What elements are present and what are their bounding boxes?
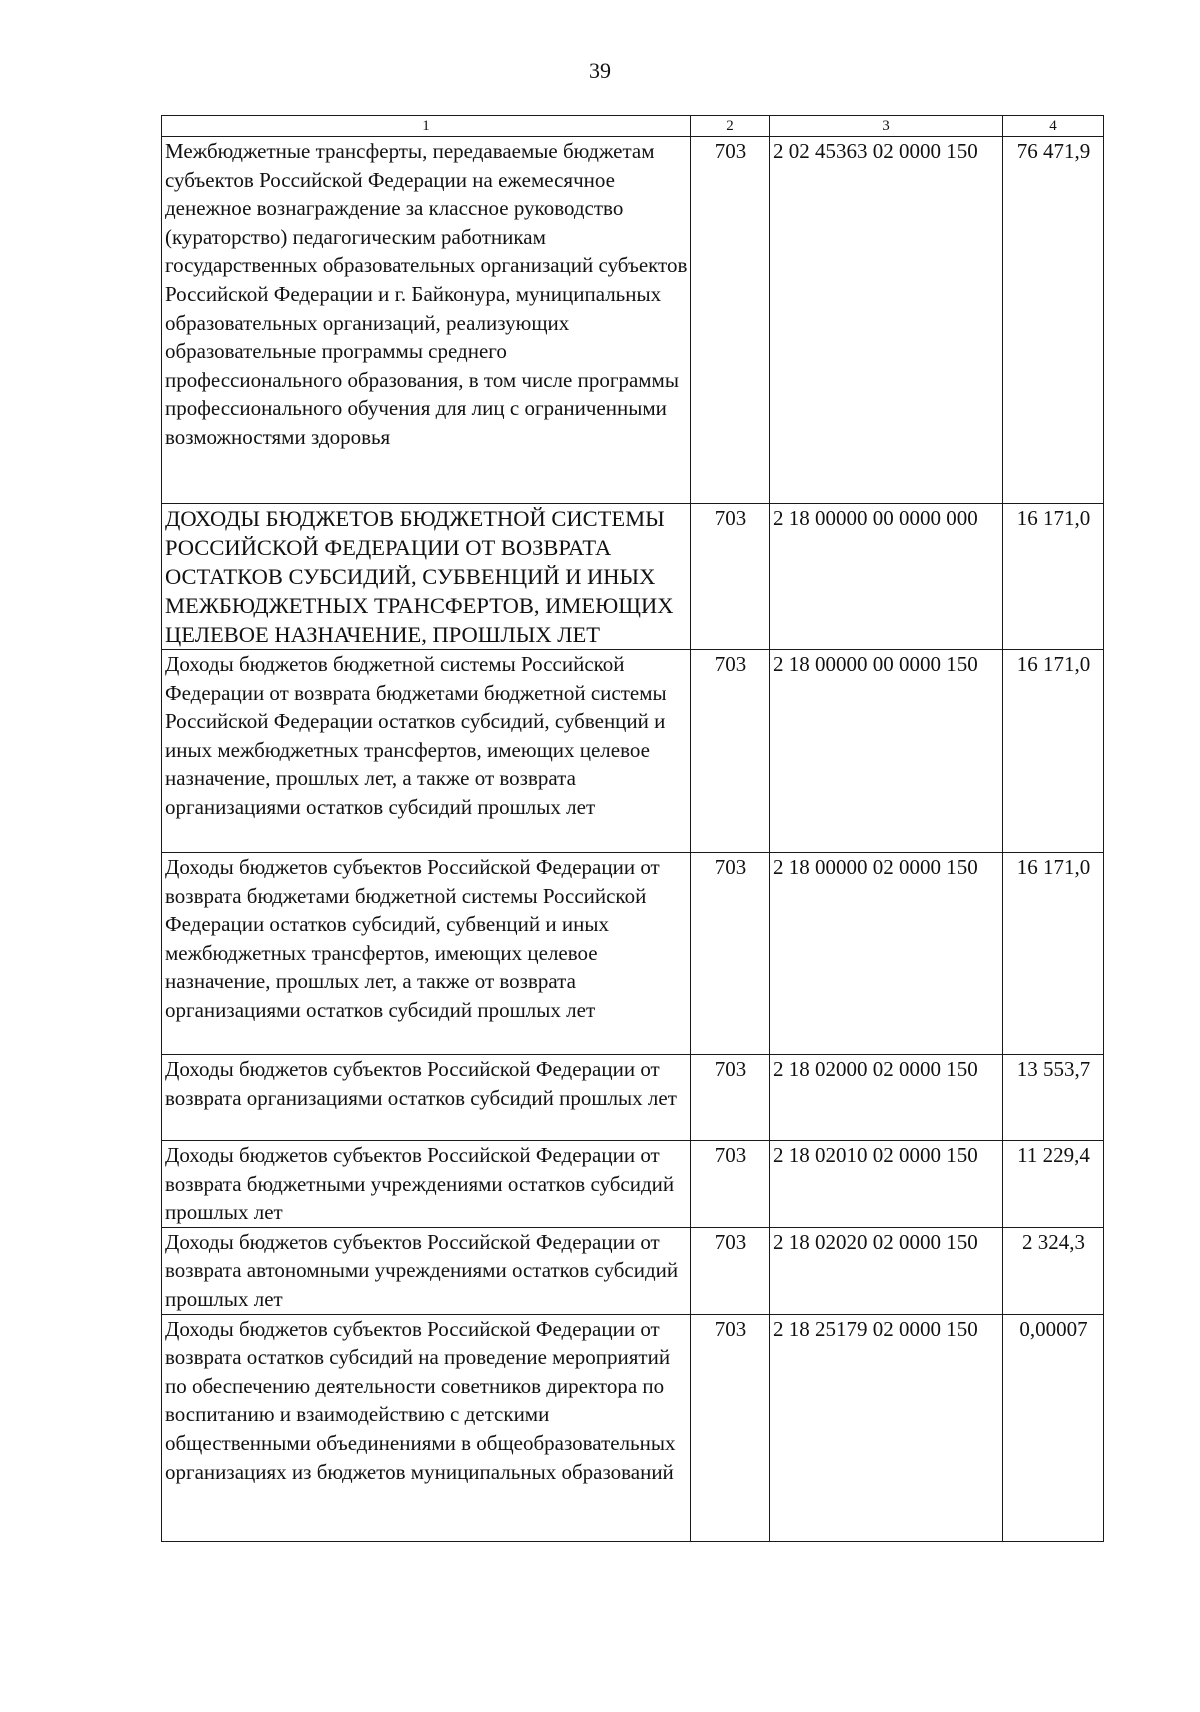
- column-header-3: 3: [770, 116, 1003, 137]
- admin-code-cell: 703: [691, 853, 770, 1055]
- table-row: [162, 504, 1104, 650]
- income-name-cell: Доходы бюджетов субъектов Российской Федерации от возврата остатков субсидий на проведение мероприятий по обеспечению деятельности советников директора по воспитанию и взаимодействию с детскими общественными объединениями в общеобразовательных организациях из бюджетов муниципальных образований: [162, 1314, 691, 1541]
- admin-code-cell: 703: [691, 1141, 770, 1228]
- admin-code-cell: 703: [691, 504, 770, 650]
- budget-code-cell: 2 18 00000 02 0000 150: [770, 853, 1003, 1055]
- budget-code-cell: 2 18 00000 00 0000 000: [770, 504, 1003, 650]
- column-header-2: 2: [691, 116, 770, 137]
- budget-code-cell: 2 02 45363 02 0000 150: [770, 137, 1003, 504]
- amount-cell: 76 471,9: [1003, 137, 1104, 504]
- amount-cell: 16 171,0: [1003, 504, 1104, 650]
- income-name-cell: Доходы бюджетов субъектов Российской Федерации от возврата автономными учреждениями остатков субсидий прошлых лет: [162, 1227, 691, 1314]
- income-name-cell: Межбюджетные трансферты, передаваемые бюджетам субъектов Российской Федерации на ежемесячное денежное вознаграждение за классное руководство (кураторство) педагогическим работникам государственных образовательных организаций субъектов Российской Федерации и г. Байконура, муниципальных образовательных организаций, реализующих образовательные программы среднего профессионального образования, в том числе программы профессионального обучения для лиц с ограниченными возможностями здоровья: [162, 137, 691, 504]
- amount-cell: 0,00007: [1003, 1314, 1104, 1541]
- table-row: [162, 1314, 1104, 1541]
- amount-cell: 11 229,4: [1003, 1141, 1104, 1228]
- table-row: [162, 1055, 1104, 1141]
- page-number: 39: [589, 58, 611, 83]
- budget-code-cell: 2 18 02020 02 0000 150: [770, 1227, 1003, 1314]
- income-name-cell: Доходы бюджетов субъектов Российской Федерации от возврата бюджетами бюджетной системы Российской Федерации остатков субсидий, субвенций и иных межбюджетных трансфертов, имеющих целевое назначение, прошлых лет, а также от возврата организациями остатков субсидий прошлых лет: [162, 853, 691, 1055]
- amount-cell: 13 553,7: [1003, 1055, 1104, 1141]
- table-row: [162, 1141, 1104, 1228]
- amount-cell: 2 324,3: [1003, 1227, 1104, 1314]
- budget-code-cell: 2 18 00000 00 0000 150: [770, 650, 1003, 853]
- budget-code-cell: 2 18 25179 02 0000 150: [770, 1314, 1003, 1541]
- admin-code-cell: 703: [691, 1055, 770, 1141]
- admin-code-cell: 703: [691, 1227, 770, 1314]
- admin-code-cell: 703: [691, 650, 770, 853]
- admin-code-cell: 703: [691, 1314, 770, 1541]
- income-name-cell: Доходы бюджетов субъектов Российской Федерации от возврата организациями остатков субсидий прошлых лет: [162, 1055, 691, 1141]
- amount-cell: 16 171,0: [1003, 853, 1104, 1055]
- budget-code-cell: 2 18 02000 02 0000 150: [770, 1055, 1003, 1141]
- income-name-cell: ДОХОДЫ БЮДЖЕТОВ БЮДЖЕТНОЙ СИСТЕМЫ РОССИЙСКОЙ ФЕДЕРАЦИИ ОТ ВОЗВРАТА ОСТАТКОВ СУБСИДИЙ, СУБВЕНЦИЙ И ИНЫХ МЕЖБЮДЖЕТНЫХ ТРАНСФЕРТОВ, ИМЕЮЩИХ ЦЕЛЕВОЕ НАЗНАЧЕНИЕ, ПРОШЛЫХ ЛЕТ: [162, 504, 691, 650]
- revenue-table: [161, 115, 1104, 1542]
- amount-cell: 16 171,0: [1003, 650, 1104, 853]
- admin-code-cell: 703: [691, 137, 770, 504]
- income-name-cell: Доходы бюджетов бюджетной системы Российской Федерации от возврата бюджетами бюджетной системы Российской Федерации остатков субсидий, субвенций и иных межбюджетных трансфертов, имеющих целевое назначение, прошлых лет, а также от возврата организациями остатков субсидий прошлых лет: [162, 650, 691, 853]
- column-header-1: 1: [162, 116, 691, 137]
- budget-code-cell: 2 18 02010 02 0000 150: [770, 1141, 1003, 1228]
- table-row: [162, 137, 1104, 504]
- income-name-cell: Доходы бюджетов субъектов Российской Федерации от возврата бюджетными учреждениями остатков субсидий прошлых лет: [162, 1141, 691, 1228]
- table-header-row: [162, 116, 1104, 137]
- table-row: [162, 853, 1104, 1055]
- table-row: [162, 1227, 1104, 1314]
- table-row: [162, 650, 1104, 853]
- column-header-4: 4: [1003, 116, 1104, 137]
